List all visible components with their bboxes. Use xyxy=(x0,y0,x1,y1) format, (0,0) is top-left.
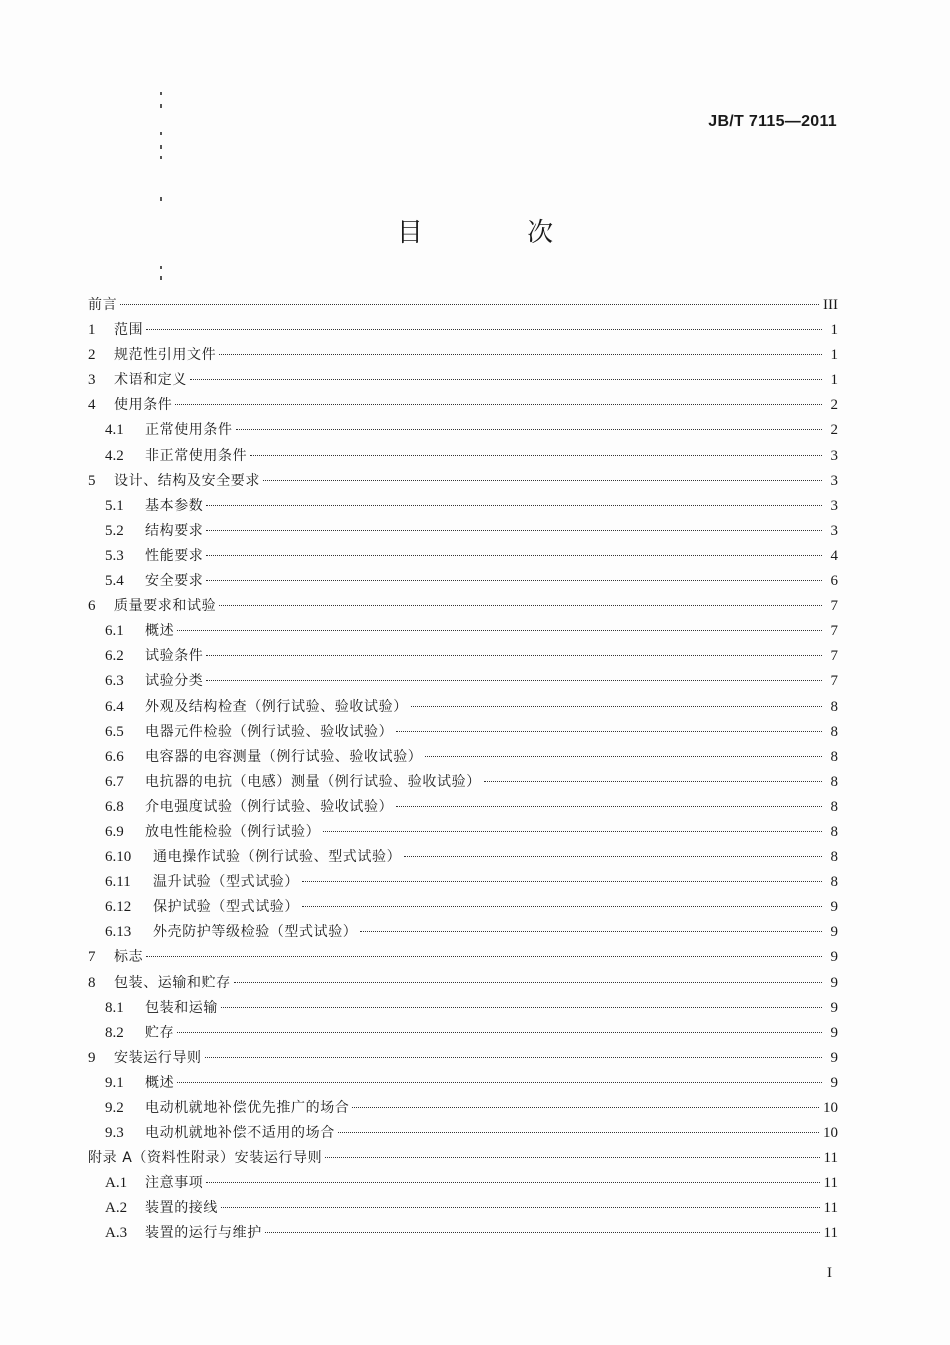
toc-entry[interactable] xyxy=(88,494,838,519)
binding-mark xyxy=(160,104,162,108)
toc-entry-label: 电抗器的电抗（电感）测量（例行试验、验收试验） xyxy=(145,773,481,790)
toc-entry-page: 8 xyxy=(830,874,838,891)
toc-entry-page: 8 xyxy=(830,798,838,815)
toc-entry-page: 8 xyxy=(830,823,838,840)
toc-entry[interactable] xyxy=(88,393,838,418)
toc-entry-page: 10 xyxy=(823,1125,838,1142)
page-title: 目 次 xyxy=(396,218,602,248)
toc-entry-number: 5.4 xyxy=(105,573,124,590)
toc-entry-page: 3 xyxy=(830,497,838,514)
toc-entry-number: 5.2 xyxy=(105,522,124,539)
toc-entry[interactable] xyxy=(88,795,838,820)
toc-entry-label: 注意事项 xyxy=(145,1175,204,1192)
toc-dot-leader xyxy=(206,530,822,531)
toc-entry-page: 9 xyxy=(830,1024,838,1041)
toc-entry-label: 通电操作试验（例行试验、型式试验） xyxy=(153,849,402,866)
toc-dot-leader xyxy=(206,505,822,506)
toc-entry-page: 2 xyxy=(830,397,838,414)
toc-entry[interactable] xyxy=(88,996,838,1021)
toc-entry-page: 8 xyxy=(830,773,838,790)
toc-entry-page: 11 xyxy=(823,1150,838,1167)
toc-entry[interactable] xyxy=(88,1121,838,1146)
toc-entry-number: 3 xyxy=(88,372,96,389)
toc-entry-label: 结构要求 xyxy=(145,522,204,539)
toc-entry-number: 6 xyxy=(88,598,96,615)
toc-dot-leader xyxy=(234,982,822,983)
toc-entry[interactable] xyxy=(88,544,838,569)
toc-entry-label: 规范性引用文件 xyxy=(114,347,217,364)
toc-entry-label: 外观及结构检查（例行试验、验收试验） xyxy=(145,698,408,715)
toc-entry-number: A.1 xyxy=(105,1175,128,1192)
toc-dot-leader xyxy=(206,655,822,656)
toc-entry[interactable] xyxy=(88,343,838,368)
binding-mark xyxy=(160,156,162,159)
toc-entry-page: 4 xyxy=(830,547,838,564)
toc-entry-label: 附录 A（资料性附录）安装运行导则 xyxy=(88,1150,323,1167)
toc-entry[interactable] xyxy=(88,695,838,720)
page-number: I xyxy=(827,1265,832,1281)
toc-dot-leader xyxy=(146,956,822,957)
toc-entry-page: 3 xyxy=(830,447,838,464)
toc-entry-page: 9 xyxy=(830,974,838,991)
toc-entry-label: 电器元件检验（例行试验、验收试验） xyxy=(145,723,394,740)
toc-entry-label: 使用条件 xyxy=(114,397,173,414)
toc-entry-number: 2 xyxy=(88,347,96,364)
toc-entry-label: 安全要求 xyxy=(145,573,204,590)
toc-dot-leader xyxy=(360,931,822,932)
toc-entry-page: 9 xyxy=(830,1049,838,1066)
toc-dot-leader xyxy=(236,429,822,430)
binding-mark xyxy=(160,145,162,149)
toc-entry-label: 正常使用条件 xyxy=(145,422,233,439)
toc-entry-number: 6.9 xyxy=(105,823,124,840)
toc-entry-page: 1 xyxy=(830,347,838,364)
toc-entry-number: A.2 xyxy=(105,1200,128,1217)
toc-dot-leader xyxy=(175,404,822,405)
toc-dot-leader xyxy=(120,304,819,305)
toc-dot-leader xyxy=(265,1232,820,1233)
toc-dot-leader xyxy=(404,856,822,857)
toc-entry-label: 术语和定义 xyxy=(114,372,187,389)
toc-entry-label: 电动机就地补偿不适用的场合 xyxy=(145,1125,335,1142)
toc-entry[interactable] xyxy=(88,1171,838,1196)
toc-entry-number: 6.3 xyxy=(105,673,124,690)
toc-entry-page: 9 xyxy=(830,924,838,941)
toc-dot-leader xyxy=(177,630,822,631)
toc-entry-label: 试验分类 xyxy=(145,673,204,690)
toc-entry-label: 保护试验（型式试验） xyxy=(153,899,299,916)
toc-dot-leader xyxy=(177,1082,822,1083)
toc-entry-page: 6 xyxy=(830,573,838,590)
toc-entry-page: 8 xyxy=(830,748,838,765)
toc-entry[interactable] xyxy=(88,1221,838,1246)
toc-entry[interactable] xyxy=(88,1196,838,1221)
toc-entry-label: 范围 xyxy=(114,322,144,339)
toc-entry-number: 9 xyxy=(88,1049,96,1066)
toc-dot-leader xyxy=(263,480,822,481)
toc-dot-leader xyxy=(396,806,822,807)
toc-dot-leader xyxy=(146,329,822,330)
toc-entry-label: 质量要求和试验 xyxy=(114,598,217,615)
toc-entry-label: 基本参数 xyxy=(145,497,204,514)
toc-entry[interactable] xyxy=(88,1096,838,1121)
toc-entry-page: 9 xyxy=(830,999,838,1016)
toc-entry-label: 前言 xyxy=(88,297,118,313)
binding-mark xyxy=(160,276,162,280)
toc-entry[interactable] xyxy=(88,845,838,870)
toc-dot-leader xyxy=(411,706,822,707)
toc-dot-leader xyxy=(302,881,822,882)
toc-entry-page: 7 xyxy=(830,623,838,640)
toc-entry-label: 温升试验（型式试验） xyxy=(153,874,299,891)
toc-entry-number: 8.2 xyxy=(105,1024,124,1041)
toc-entry-page: 1 xyxy=(830,372,838,389)
toc-dot-leader xyxy=(221,1007,822,1008)
toc-entry-page: III xyxy=(823,297,838,313)
toc-entry-number: 6.6 xyxy=(105,748,124,765)
toc-entry-page: 7 xyxy=(830,648,838,665)
toc-dot-leader xyxy=(323,831,822,832)
toc-entry[interactable] xyxy=(88,644,838,669)
toc-entry-number: 1 xyxy=(88,322,96,339)
toc-entry-number: 4.2 xyxy=(105,447,124,464)
toc-entry[interactable] xyxy=(88,418,838,443)
binding-mark xyxy=(160,197,162,201)
toc-entry[interactable] xyxy=(88,318,838,343)
toc-entry-number: 6.8 xyxy=(105,798,124,815)
toc-entry-page: 9 xyxy=(830,899,838,916)
toc-dot-leader xyxy=(206,580,822,581)
toc-entry-label: 概述 xyxy=(145,1074,175,1091)
toc-dot-leader xyxy=(352,1107,819,1108)
toc-entry-number: 6.4 xyxy=(105,698,124,715)
toc-entry-number: 4 xyxy=(88,397,96,414)
binding-mark xyxy=(160,266,162,269)
toc-entry-page: 11 xyxy=(823,1225,838,1242)
toc-dot-leader xyxy=(425,756,822,757)
toc-entry[interactable] xyxy=(88,971,838,996)
toc-entry-page: 11 xyxy=(823,1200,838,1217)
toc-entry-label: 非正常使用条件 xyxy=(145,447,248,464)
toc-entry[interactable] xyxy=(88,519,838,544)
toc-entry-label: 设计、结构及安全要求 xyxy=(114,472,260,489)
toc-entry-page: 7 xyxy=(830,673,838,690)
toc-entry[interactable] xyxy=(88,920,838,945)
toc-dot-leader xyxy=(302,906,822,907)
toc-entry-number: 9.3 xyxy=(105,1125,124,1142)
toc-entry[interactable] xyxy=(88,945,838,970)
toc-dot-leader xyxy=(219,354,822,355)
toc-entry[interactable] xyxy=(88,1021,838,1046)
toc-entry-number: 6.2 xyxy=(105,648,124,665)
toc-entry[interactable] xyxy=(88,444,838,469)
toc-entry[interactable] xyxy=(88,770,838,795)
toc-dot-leader xyxy=(190,379,822,380)
toc-entry-label: 试验条件 xyxy=(145,648,204,665)
toc-entry-page: 11 xyxy=(823,1175,838,1192)
toc-entry[interactable] xyxy=(88,720,838,745)
toc-entry[interactable] xyxy=(88,895,838,920)
toc-entry-page: 2 xyxy=(830,422,838,439)
toc-entry[interactable] xyxy=(88,745,838,770)
toc-dot-leader xyxy=(219,605,822,606)
toc-entry-page: 8 xyxy=(830,849,838,866)
toc-entry-number: 6.7 xyxy=(105,773,124,790)
toc-entry[interactable] xyxy=(88,1071,838,1096)
toc-entry-label: 外壳防护等级检验（型式试验） xyxy=(153,924,358,941)
toc-entry[interactable] xyxy=(88,1046,838,1071)
toc-entry-number: 5 xyxy=(88,472,96,489)
toc-dot-leader xyxy=(221,1207,820,1208)
toc-dot-leader xyxy=(484,781,822,782)
toc-entry-page: 3 xyxy=(830,472,838,489)
toc-entry-number: 5.1 xyxy=(105,497,124,514)
binding-mark xyxy=(160,92,162,95)
toc-entry-label: 装置的接线 xyxy=(145,1200,218,1217)
toc-dot-leader xyxy=(338,1132,819,1133)
toc-entry[interactable] xyxy=(88,368,838,393)
table-of-contents xyxy=(88,293,838,1247)
toc-entry-page: 9 xyxy=(830,1074,838,1091)
toc-entry-label: 介电强度试验（例行试验、验收试验） xyxy=(145,798,394,815)
toc-dot-leader xyxy=(325,1157,819,1158)
toc-entry-number: 6.5 xyxy=(105,723,124,740)
toc-entry-page: 10 xyxy=(823,1100,838,1116)
toc-entry-page: 8 xyxy=(830,698,838,715)
toc-entry-label: 电容器的电容测量（例行试验、验收试验） xyxy=(145,748,423,765)
toc-entry-page: 3 xyxy=(830,522,838,539)
toc-entry-number: 6.1 xyxy=(105,623,124,640)
toc-dot-leader xyxy=(396,731,822,732)
toc-entry-number: 5.3 xyxy=(105,547,124,564)
toc-entry-label: 放电性能检验（例行试验） xyxy=(145,823,321,840)
toc-entry-label: 性能要求 xyxy=(145,547,204,564)
toc-entry[interactable] xyxy=(88,594,838,619)
toc-dot-leader xyxy=(205,1057,822,1058)
toc-entry-number: 4.1 xyxy=(105,422,124,439)
toc-entry-label: 概述 xyxy=(145,623,175,640)
toc-entry-number: A.3 xyxy=(105,1225,128,1242)
toc-entry-label: 电动机就地补偿优先推广的场合 xyxy=(145,1100,350,1116)
toc-entry[interactable] xyxy=(88,870,838,895)
toc-entry-page: 9 xyxy=(830,949,838,966)
toc-dot-leader xyxy=(206,1182,819,1183)
toc-entry-number: 6.10 xyxy=(105,849,132,866)
toc-entry-label: 安装运行导则 xyxy=(114,1049,202,1066)
toc-entry-page: 7 xyxy=(830,598,838,615)
toc-entry-label: 标志 xyxy=(114,949,144,966)
toc-entry-number: 6.13 xyxy=(105,924,132,941)
toc-dot-leader xyxy=(206,555,822,556)
toc-entry-number: 9.1 xyxy=(105,1074,124,1091)
toc-entry-number: 8.1 xyxy=(105,999,124,1016)
toc-entry-number: 7 xyxy=(88,949,96,966)
toc-entry[interactable] xyxy=(88,469,838,494)
toc-entry[interactable] xyxy=(88,619,838,644)
toc-entry-label: 包装和运输 xyxy=(145,999,218,1016)
standard-number: JB/T 7115—2011 xyxy=(708,113,837,130)
toc-entry-page: 8 xyxy=(830,723,838,740)
toc-entry[interactable] xyxy=(88,293,838,318)
toc-entry-label: 贮存 xyxy=(145,1024,175,1041)
toc-entry-number: 6.11 xyxy=(105,874,131,891)
toc-dot-leader xyxy=(250,455,822,456)
toc-entry-label: 装置的运行与维护 xyxy=(145,1225,262,1242)
toc-entry[interactable] xyxy=(88,820,838,845)
toc-entry-number: 9.2 xyxy=(105,1100,124,1116)
toc-entry-number: 6.12 xyxy=(105,899,132,916)
toc-entry[interactable] xyxy=(88,569,838,594)
toc-entry-page: 1 xyxy=(830,322,838,339)
toc-entry[interactable] xyxy=(88,1146,838,1171)
toc-dot-leader xyxy=(206,680,822,681)
toc-entry-number: 8 xyxy=(88,974,96,991)
binding-mark xyxy=(160,132,162,135)
toc-entry[interactable] xyxy=(88,669,838,694)
toc-entry-label: 包装、运输和贮存 xyxy=(114,974,231,991)
toc-dot-leader xyxy=(177,1032,822,1033)
